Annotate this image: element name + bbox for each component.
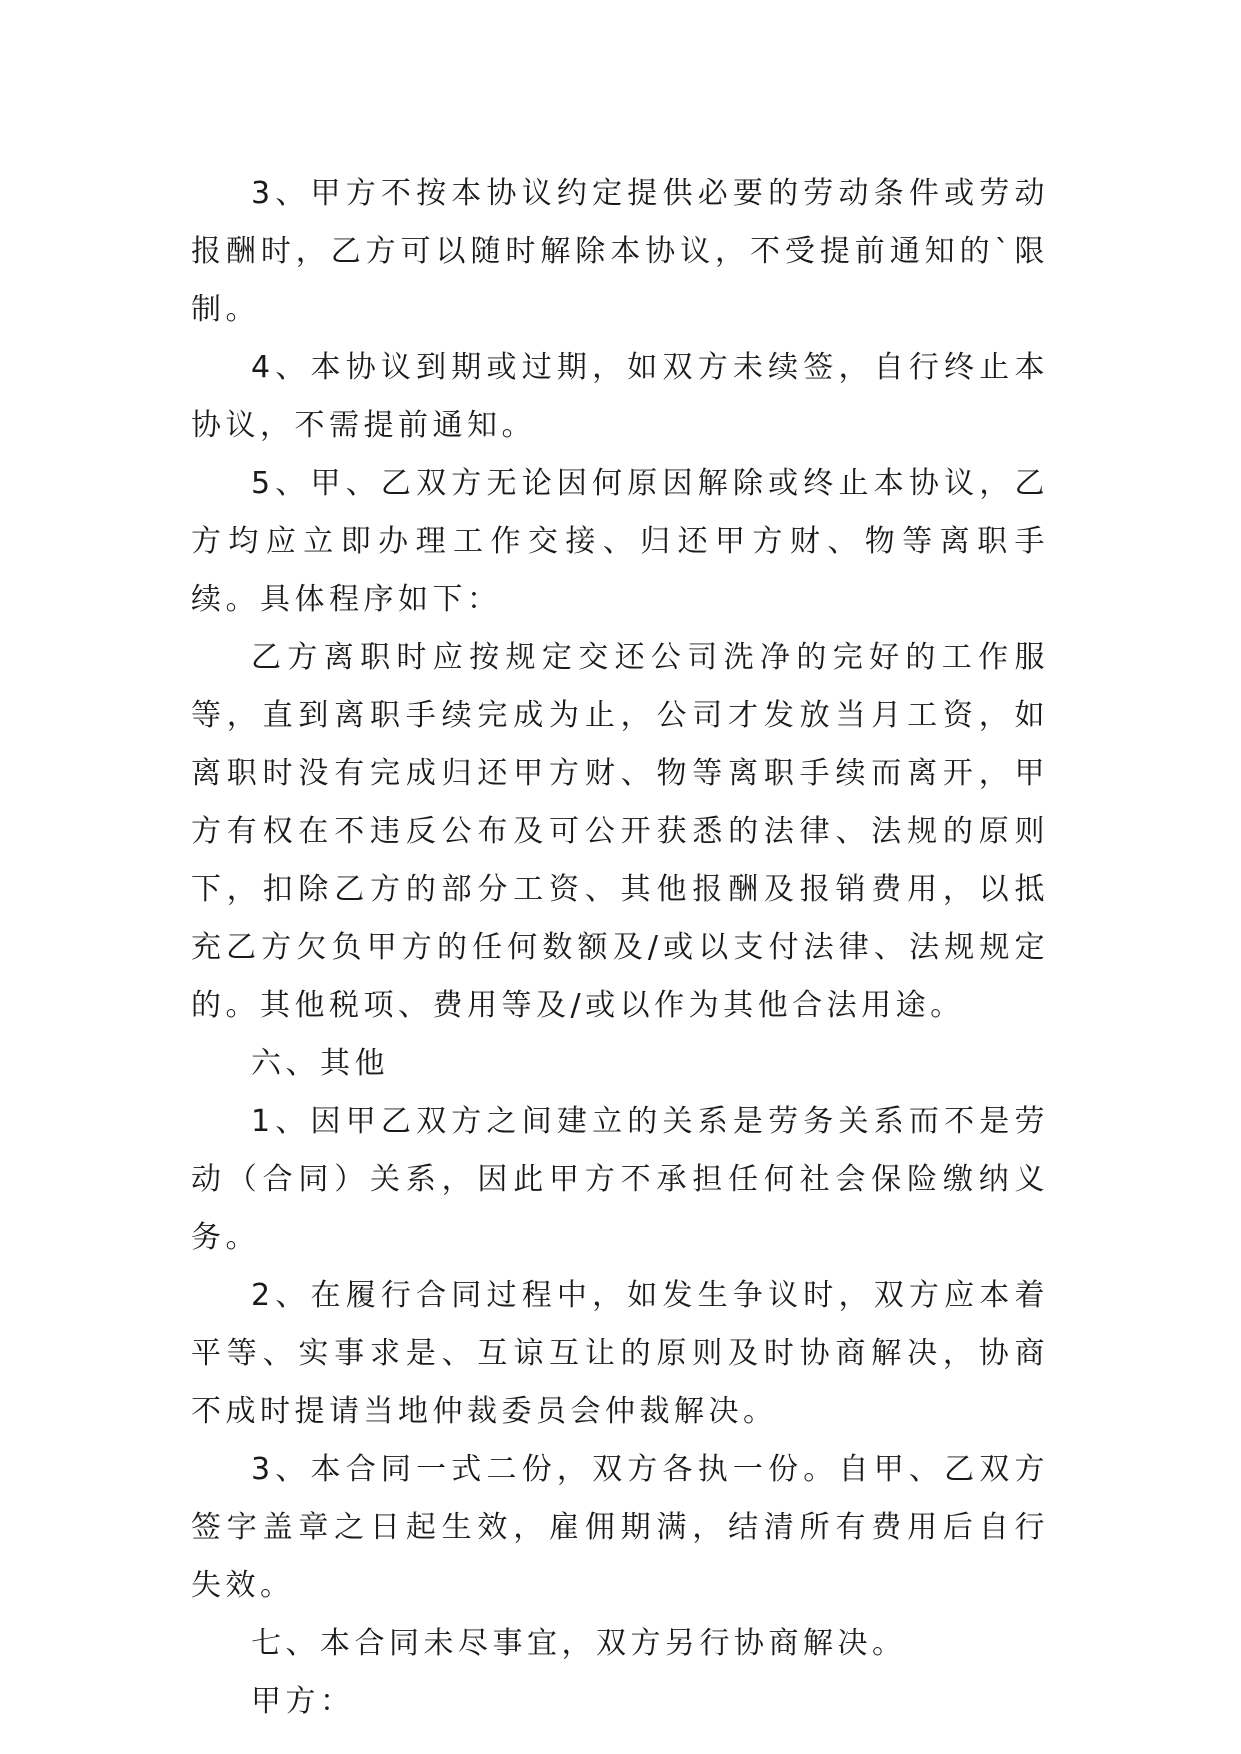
clause-5-handover: 5、甲、乙双方无论因何原因解除或终止本协议，乙方均应立即办理工作交接、归还甲方财、物等离职手续。具体程序如下： [191,466,1049,617]
clause-4-expiry: 4、本协议到期或过期，如双方未续签，自行终止本协议，不需提前通知。 [191,350,1049,443]
section-6-item-2: 2、在履行合同过程中，如发生争议时，双方应本着平等、实事求是、互谅互让的原则及时协商解决，协商不成时提请当地仲裁委员会仲裁解决。 [191,1278,1049,1429]
section-6-item-3: 3、本合同一式二份，双方各执一份。自甲、乙双方签字盖章之日起生效，雇佣期满，结清所有费用后自行失效。 [191,1452,1049,1603]
clause-5-procedure: 乙方离职时应按规定交还公司洗净的完好的工作服等，直到离职手续完成为止，公司才发放当月工资，如离职时没有完成归还甲方财、物等离职手续而离开，甲方有权在不违反公布及可公开获悉的法律、法规的原则下，扣除乙方的部分工资、其他报酬及报销费用，以抵充乙方欠负甲方的任何数额及/或以支付法律、法规规定的。其他税项、费用等及/或以作为其他合法用途。 [191,640,1049,1023]
clause-3-termination-without-notice: 3、甲方不按本协议约定提供必要的劳动条件或劳动报酬时，乙方可以随时解除本协议，不受提前通知的`限制。 [191,176,1049,327]
party-a-signature-label: 甲方： [251,1684,355,1719]
section-7-heading: 七、本合同未尽事宜，双方另行协商解决。 [251,1626,907,1661]
document-body [191,165,1049,1731]
section-6-heading: 六、其他 [251,1046,389,1081]
section-6-item-1: 1、因甲乙双方之间建立的关系是劳务关系而不是劳动（合同）关系，因此甲方不承担任何社会保险缴纳义务。 [191,1104,1049,1255]
